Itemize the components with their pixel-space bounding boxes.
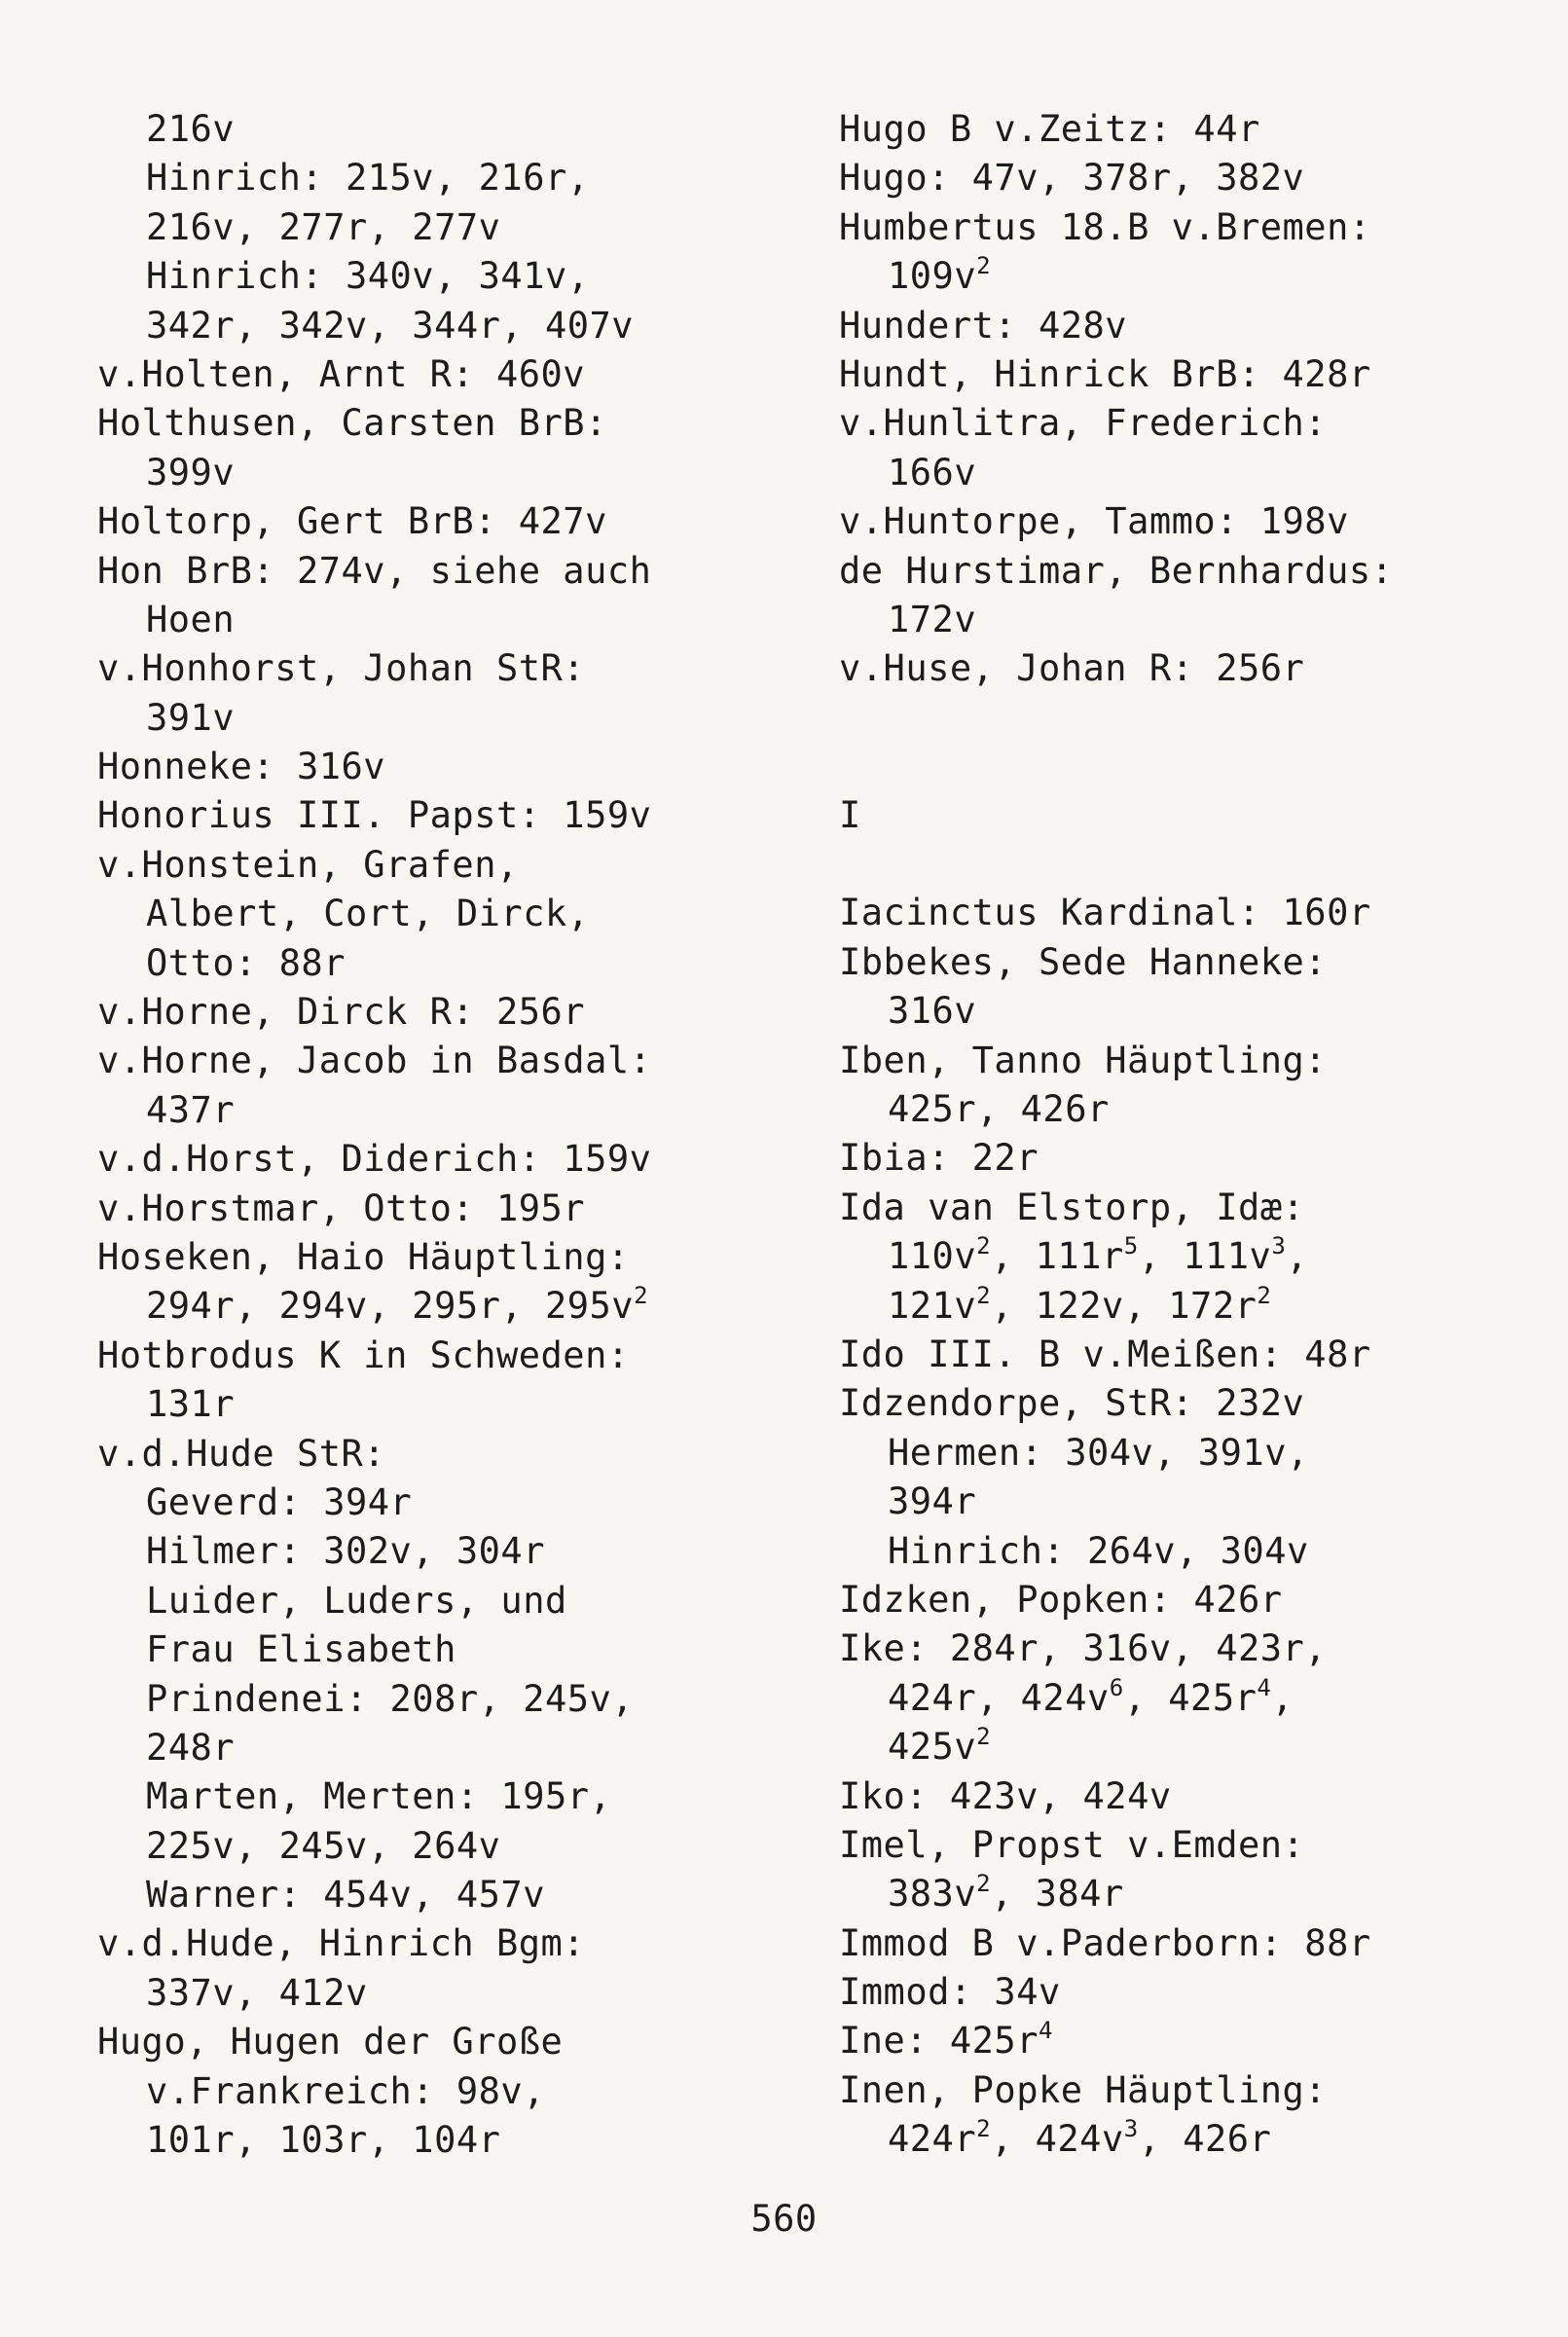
entry-text: I xyxy=(839,793,861,836)
index-entry-line xyxy=(839,1968,1559,2017)
entry-text: v.Huntorpe, Tammo: 198v xyxy=(839,500,1349,543)
entry-text: 394r xyxy=(888,1480,977,1523)
index-entry-line xyxy=(97,1822,818,1871)
entry-text: Hundt, Hinrick BrB: 428r xyxy=(839,352,1371,395)
entry-text: , 384r xyxy=(991,1873,1124,1916)
entry-superscript: 2 xyxy=(976,2115,992,2143)
entry-text: 342r, 342v, 344r, 407v xyxy=(146,304,635,347)
index-entry-line xyxy=(839,1331,1559,1379)
index-entry-line xyxy=(97,1675,818,1724)
entry-superscript: 3 xyxy=(1271,1232,1287,1260)
entry-text: Hugo: 47v, 378r, 382v xyxy=(839,157,1305,200)
index-entry-line xyxy=(839,1870,1559,1918)
entry-text: Hermen: 304v, 391v, xyxy=(888,1431,1309,1474)
entry-text: , 111v xyxy=(1138,1235,1272,1278)
entry-text: 399v xyxy=(146,451,236,493)
index-entry-line xyxy=(97,1724,818,1772)
entry-text: v.Horstmar, Otto: 195r xyxy=(97,1187,586,1229)
index-entry-line xyxy=(839,1085,1559,1134)
entry-text: Warner: 454v, 457v xyxy=(146,1874,545,1917)
index-entry-line xyxy=(97,547,818,596)
index-entry-line xyxy=(839,1037,1559,1085)
entry-text: , xyxy=(1286,1235,1309,1278)
entry-text: Ibia: 22r xyxy=(839,1137,1039,1180)
entry-text: 248r xyxy=(146,1726,236,1769)
entry-text: v.Horne, Jacob in Basdal: xyxy=(97,1040,652,1082)
index-entry-line xyxy=(839,644,1559,693)
entry-text: Hundert: 428v xyxy=(839,304,1128,347)
index-entry-line xyxy=(839,1429,1559,1478)
entry-text: , 425r xyxy=(1123,1676,1258,1719)
entry-text: 425r, 426r xyxy=(888,1088,1110,1131)
spacer xyxy=(839,840,1559,889)
index-entry-line xyxy=(839,1772,1559,1821)
entry-text: 109v xyxy=(888,255,977,298)
entry-text: v.d.Hude, Hinrich Bgm: xyxy=(97,1922,586,1965)
index-entry-line xyxy=(97,1135,818,1184)
index-entry-line xyxy=(97,1037,818,1085)
entry-text: 131r xyxy=(146,1383,236,1426)
entry-text: Hilmer: 302v, 304r xyxy=(146,1530,545,1573)
index-entry-line xyxy=(97,644,818,693)
index-entry-line xyxy=(97,988,818,1037)
entry-text: 166v xyxy=(888,451,977,493)
index-entry-line xyxy=(839,596,1559,644)
entry-text: v.Hunlitra, Frederich: xyxy=(839,402,1328,445)
entry-text: Holthusen, Carsten BrB: xyxy=(97,402,607,445)
index-entry-line xyxy=(839,1674,1559,1723)
index-entry-line xyxy=(839,1821,1559,1870)
index-entry-line xyxy=(839,547,1559,596)
index-entry-line xyxy=(97,252,818,301)
index-entry-line xyxy=(97,497,818,546)
index-entry-line xyxy=(97,449,818,497)
entry-text: 225v, 245v, 264v xyxy=(146,1824,501,1867)
entry-text: v.Frankreich: 98v, xyxy=(146,2069,545,2112)
entry-text: v.Honhorst, Johan StR: xyxy=(97,647,586,690)
entry-text: Luider, Luders, und xyxy=(146,1579,567,1622)
index-entry-line xyxy=(97,939,818,988)
index-entry-line xyxy=(839,2066,1559,2115)
index-entry-line xyxy=(97,1332,818,1380)
index-entry-line xyxy=(97,1625,818,1674)
index-entry-line xyxy=(97,1479,818,1527)
entry-text: 294r, 294v, 295r, 295v xyxy=(146,1285,635,1328)
index-entry-line xyxy=(839,889,1559,937)
entry-superscript: 4 xyxy=(1257,1673,1272,1701)
entry-superscript: 3 xyxy=(1123,2115,1139,2143)
entry-text: 316v xyxy=(888,990,977,1033)
index-entry-line xyxy=(839,2017,1559,2065)
index-entry-line xyxy=(97,154,818,202)
index-entry-line xyxy=(839,1478,1559,1526)
index-entry-line xyxy=(97,596,818,644)
entry-text: v.Huse, Johan R: 256r xyxy=(839,647,1305,690)
entry-text: Ida van Elstorp, Idæ: xyxy=(839,1186,1305,1228)
index-entry-line xyxy=(839,350,1559,399)
index-entry-line xyxy=(839,449,1559,497)
entry-text: Immod: 34v xyxy=(839,1971,1061,2014)
entry-text: Ike: 284r, 316v, 423r, xyxy=(839,1627,1328,1670)
entry-text: , 424v xyxy=(991,2118,1124,2161)
entry-text: 391v xyxy=(146,696,236,739)
entry-text: Humbertus 18.B v.Bremen: xyxy=(839,205,1371,248)
entry-superscript: 2 xyxy=(976,1232,992,1260)
index-column-right xyxy=(839,105,1559,2165)
index-entry-line xyxy=(839,497,1559,546)
entry-text: 424r xyxy=(888,2118,977,2161)
index-entry-line xyxy=(839,1232,1559,1281)
index-entry-line xyxy=(97,105,818,154)
index-entry-line xyxy=(839,1576,1559,1625)
index-entry-line xyxy=(839,1625,1559,1673)
entry-superscript: 2 xyxy=(1257,1281,1272,1309)
entry-text: , 122v, 172r xyxy=(991,1284,1258,1327)
index-entry-line xyxy=(839,203,1559,252)
entry-text: Hoen xyxy=(146,598,236,640)
entry-text: , 111r xyxy=(991,1235,1124,1278)
entry-text: Hoseken, Haio Häuptling: xyxy=(97,1235,630,1278)
entry-text: Holtorp, Gert BrB: 427v xyxy=(97,500,607,543)
entry-text: Idzken, Popken: 426r xyxy=(839,1578,1283,1621)
entry-text: 425v xyxy=(888,1726,977,1769)
entry-text: Iacinctus Kardinal: 160r xyxy=(839,892,1371,934)
index-entry-line xyxy=(839,1134,1559,1183)
entry-superscript: 2 xyxy=(976,1281,992,1309)
index-entry-line xyxy=(97,2116,818,2165)
index-entry-line xyxy=(97,1233,818,1282)
entry-text: 101r, 103r, 104r xyxy=(146,2119,501,2162)
index-entry-line xyxy=(97,890,818,938)
entry-text: v.Horne, Dirck R: 256r xyxy=(97,991,586,1034)
entry-text: v.Holten, Arnt R: 460v xyxy=(97,352,586,395)
index-entry-line xyxy=(97,1430,818,1479)
entry-text: Hugo B v.Zeitz: 44r xyxy=(839,108,1260,150)
entry-text: Ibbekes, Sede Hanneke: xyxy=(839,940,1328,983)
entry-text: , xyxy=(1271,1676,1295,1719)
index-entry-line xyxy=(839,2115,1559,2164)
entry-text: Hinrich: 340v, 341v, xyxy=(146,255,590,298)
entry-text: Albert, Cort, Dirck, xyxy=(146,893,590,935)
index-entry-line xyxy=(839,1282,1559,1331)
index-entry-line xyxy=(839,1379,1559,1428)
entry-text: Otto: 88r xyxy=(146,941,346,984)
index-entry-line xyxy=(839,105,1559,154)
entry-text: Imel, Propst v.Emden: xyxy=(839,1823,1305,1866)
index-entry-line xyxy=(839,987,1559,1036)
entry-text: 437r xyxy=(146,1088,236,1131)
entry-text: 216v, 277r, 277v xyxy=(146,205,501,248)
index-entry-line xyxy=(97,399,818,448)
index-entry-line xyxy=(97,1772,818,1821)
index-entry-line xyxy=(97,350,818,399)
entry-text: Hinrich: 215v, 216r, xyxy=(146,157,590,200)
entry-superscript: 2 xyxy=(976,1723,992,1751)
index-entry-line xyxy=(97,1086,818,1135)
index-entry-line xyxy=(839,791,1559,840)
index-column-left xyxy=(97,105,818,2165)
entry-text: Hinrich: 264v, 304v xyxy=(888,1529,1309,1572)
entry-superscript: 2 xyxy=(976,252,992,280)
index-entry-line xyxy=(839,1919,1559,1968)
entry-text: Ine: 425r xyxy=(839,2020,1039,2063)
entry-text: 121v xyxy=(888,1284,977,1327)
entry-text: Honneke: 316v xyxy=(97,746,386,788)
entry-superscript: 4 xyxy=(1038,2017,1053,2045)
index-entry-line xyxy=(97,1969,818,2018)
index-entry-line xyxy=(97,694,818,743)
index-entry-line xyxy=(97,1871,818,1919)
entry-text: v.Honstein, Grafen, xyxy=(97,843,519,886)
index-entry-line xyxy=(97,2067,818,2116)
spacer xyxy=(839,694,1559,791)
entry-text: Honorius III. Papst: 159v xyxy=(97,794,652,837)
index-entry-line xyxy=(97,1380,818,1429)
index-entry-line xyxy=(97,1185,818,1233)
entry-text: Inen, Popke Häuptling: xyxy=(839,2068,1328,2111)
index-entry-line xyxy=(839,399,1559,448)
index-entry-line xyxy=(839,1527,1559,1576)
entry-text: , 426r xyxy=(1138,2118,1272,2161)
page-number: 560 xyxy=(750,2198,818,2240)
entry-superscript: 2 xyxy=(634,1282,649,1310)
entry-text: v.d.Hude StR: xyxy=(97,1432,386,1475)
entry-text: Idzendorpe, StR: 232v xyxy=(839,1382,1305,1425)
index-entry-line xyxy=(97,1919,818,1968)
index-entry-line xyxy=(97,302,818,350)
index-entry-line xyxy=(97,743,818,791)
entry-superscript: 2 xyxy=(976,1870,992,1898)
index-entry-line xyxy=(839,1184,1559,1232)
entry-text: 110v xyxy=(888,1235,977,1278)
entry-text: Marten, Merten: 195r, xyxy=(146,1775,612,1818)
index-entry-line xyxy=(97,1527,818,1576)
entry-text: Hon BrB: 274v, siehe auch xyxy=(97,549,652,592)
entry-text: Iben, Tanno Häuptling: xyxy=(839,1039,1328,1081)
entry-text: v.d.Horst, Diderich: 159v xyxy=(97,1138,652,1181)
entry-text: Geverd: 394r xyxy=(146,1480,413,1523)
index-entry-line xyxy=(97,1282,818,1331)
index-entry-line xyxy=(839,252,1559,301)
entry-text: Hugo, Hugen der Große xyxy=(97,2021,564,2063)
index-entry-line xyxy=(839,1723,1559,1771)
index-entry-line xyxy=(97,203,818,252)
entry-text: Frau Elisabeth xyxy=(146,1628,456,1671)
entry-superscript: 5 xyxy=(1123,1232,1139,1260)
index-entry-line xyxy=(839,154,1559,202)
entry-text: Iko: 423v, 424v xyxy=(839,1774,1172,1817)
entry-text: Immod B v.Paderborn: 88r xyxy=(839,1921,1371,1964)
index-entry-line xyxy=(97,2018,818,2066)
entry-text: 424r, 424v xyxy=(888,1676,1110,1719)
index-entry-line xyxy=(839,938,1559,987)
entry-text: Hotbrodus K in Schweden: xyxy=(97,1333,630,1376)
entry-text: Ido III. B v.Meißen: 48r xyxy=(839,1333,1371,1375)
entry-text: Prindenei: 208r, 245v, xyxy=(146,1677,635,1720)
index-entry-line xyxy=(97,1577,818,1625)
entry-text: 172v xyxy=(888,598,977,640)
index-entry-line xyxy=(97,841,818,890)
index-entry-line xyxy=(839,302,1559,350)
index-entry-line xyxy=(97,791,818,840)
entry-text: 216v xyxy=(146,108,236,150)
entry-text: 383v xyxy=(888,1873,977,1916)
entry-text: 337v, 412v xyxy=(146,1971,368,2014)
entry-text: de Hurstimar, Bernhardus: xyxy=(839,549,1394,592)
entry-superscript: 6 xyxy=(1109,1673,1124,1701)
